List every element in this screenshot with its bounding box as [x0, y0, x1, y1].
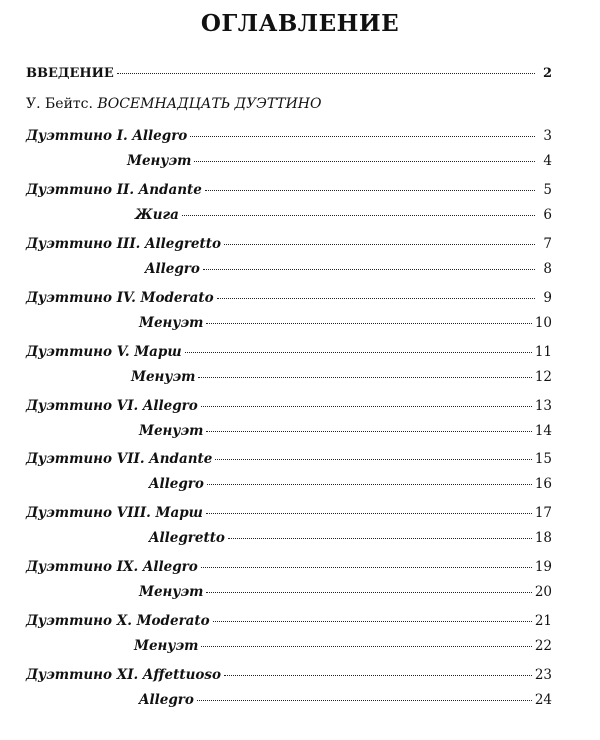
toc-entry-label: Дуэттино I. Allegro	[26, 128, 188, 144]
dot-leader	[224, 675, 532, 676]
toc-entry-page: 10	[534, 314, 552, 331]
section-author: У. Бейтс.	[26, 96, 93, 112]
toc-entry-movement[interactable]	[131, 369, 552, 389]
dot-leader	[213, 621, 532, 622]
dot-leader	[203, 269, 535, 270]
toc-entry-movement[interactable]	[139, 423, 552, 443]
dot-leader	[197, 700, 532, 701]
dot-leader	[182, 215, 535, 216]
dot-leader	[194, 161, 535, 162]
toc-entry-duettino[interactable]	[26, 613, 552, 633]
toc-entry-movement[interactable]	[134, 638, 552, 658]
toc-entry-label: Дуэттино V. Марш	[26, 343, 182, 360]
toc-entry-page: 22	[534, 638, 552, 655]
toc-entry-page: 15	[534, 451, 552, 468]
toc-entry-intro[interactable]	[26, 66, 552, 86]
toc-entry-page: 5	[543, 181, 552, 198]
toc-entry-label: Дуэттино IX. Allegro	[26, 559, 198, 576]
dot-leader	[201, 567, 532, 568]
toc-entry-duettino[interactable]	[26, 290, 552, 310]
toc-entry-page: 12	[534, 368, 552, 385]
toc-entry-label: Дуэттино VIII. Марш	[26, 505, 203, 522]
toc-entry-label: Менуэт	[127, 153, 192, 169]
toc-entry-duettino[interactable]	[26, 344, 552, 364]
dot-leader	[228, 538, 532, 539]
toc-entry-label: Менуэт	[139, 422, 204, 439]
toc-entry-label: ВВЕДЕНИЕ	[26, 66, 114, 81]
toc-entry-duettino[interactable]	[26, 451, 552, 471]
toc-entry-label: Дуэттино II. Andante	[26, 181, 202, 198]
dot-leader	[201, 646, 531, 647]
toc-entry-duettino[interactable]	[26, 182, 552, 202]
toc-entry-page: 13	[534, 397, 552, 414]
toc-entry-page: 20	[534, 584, 552, 601]
toc-entry-label: Дуэттино III. Allegretto	[26, 235, 221, 252]
toc-entry-movement[interactable]	[139, 315, 552, 335]
dot-leader	[224, 244, 535, 245]
toc-entry-movement[interactable]	[149, 530, 552, 550]
toc-entry-label: Дуэттино IV. Moderato	[26, 289, 214, 306]
page-title: ОГЛАВЛЕНИЕ	[200, 10, 400, 37]
toc-entry-label: Жига	[135, 206, 179, 223]
toc-entry-duettino[interactable]	[26, 398, 552, 418]
dot-leader	[206, 513, 532, 514]
toc-entry-page: 21	[534, 613, 552, 630]
toc-entry-movement[interactable]	[145, 261, 552, 281]
toc-entry-duettino[interactable]	[26, 505, 552, 525]
toc-entry-page: 24	[534, 692, 552, 708]
toc-entry-label: Дуэттино VI. Allegro	[26, 397, 198, 414]
toc-entry-page: 7	[543, 235, 552, 252]
dot-leader	[207, 484, 532, 485]
toc-entry-label: Менуэт	[131, 368, 196, 385]
toc-entry-movement[interactable]	[139, 692, 552, 712]
toc-entry-label: Дуэттино XI. Affettuoso	[26, 667, 222, 683]
toc-entry-page: 11	[534, 343, 552, 360]
toc-entry-duettino[interactable]	[26, 236, 552, 256]
toc-entry-label: Allegro	[149, 476, 204, 493]
toc-entry-label: Allegro	[139, 692, 194, 708]
toc-entry-page: 17	[534, 505, 552, 522]
toc-entry-movement[interactable]	[139, 584, 552, 604]
toc-entry-movement[interactable]	[135, 207, 552, 227]
section-heading	[26, 96, 321, 112]
toc-entry-page: 23	[534, 667, 552, 683]
dot-leader	[206, 431, 531, 432]
toc-entry-page: 3	[543, 128, 552, 144]
section-work-title: ВОСЕМНАДЦАТЬ ДУЭТТИНО	[97, 96, 322, 112]
dot-leader	[198, 377, 531, 378]
toc-entry-label: Дуэттино X. Moderato	[26, 613, 210, 630]
toc-entry-label: Allegro	[145, 260, 200, 277]
dot-leader	[206, 592, 531, 593]
toc-entry-label: Менуэт	[139, 584, 204, 601]
toc-entry-page: 16	[534, 476, 552, 493]
dot-leader	[201, 406, 532, 407]
toc-entry-duettino[interactable]	[26, 667, 552, 687]
toc-entry-page: 9	[543, 289, 552, 306]
toc-entry-page: 6	[543, 206, 552, 223]
toc-entry-movement[interactable]	[149, 476, 552, 496]
toc-entry-label: Allegretto	[149, 530, 225, 547]
dot-leader	[185, 352, 532, 353]
toc-entry-page: 18	[534, 530, 552, 547]
toc-entry-duettino[interactable]	[26, 559, 552, 579]
toc-entry-duettino[interactable]	[26, 128, 552, 148]
toc-entry-label: Менуэт	[139, 314, 204, 331]
toc-entry-page: 8	[543, 260, 552, 277]
toc-entry-movement[interactable]	[127, 153, 552, 173]
dot-leader	[205, 190, 535, 191]
dot-leader	[215, 459, 531, 460]
dot-leader	[190, 136, 535, 137]
toc-entry-label: Менуэт	[134, 638, 199, 655]
toc-entry-page: 14	[534, 422, 552, 439]
toc-entry-label: Дуэттино VII. Andante	[26, 451, 213, 468]
dot-leader	[117, 73, 535, 74]
dot-leader	[217, 298, 535, 299]
toc-entry-page: 2	[542, 66, 552, 81]
dot-leader	[206, 323, 531, 324]
toc-entry-page: 19	[534, 559, 552, 576]
toc-entry-page: 4	[543, 153, 552, 169]
